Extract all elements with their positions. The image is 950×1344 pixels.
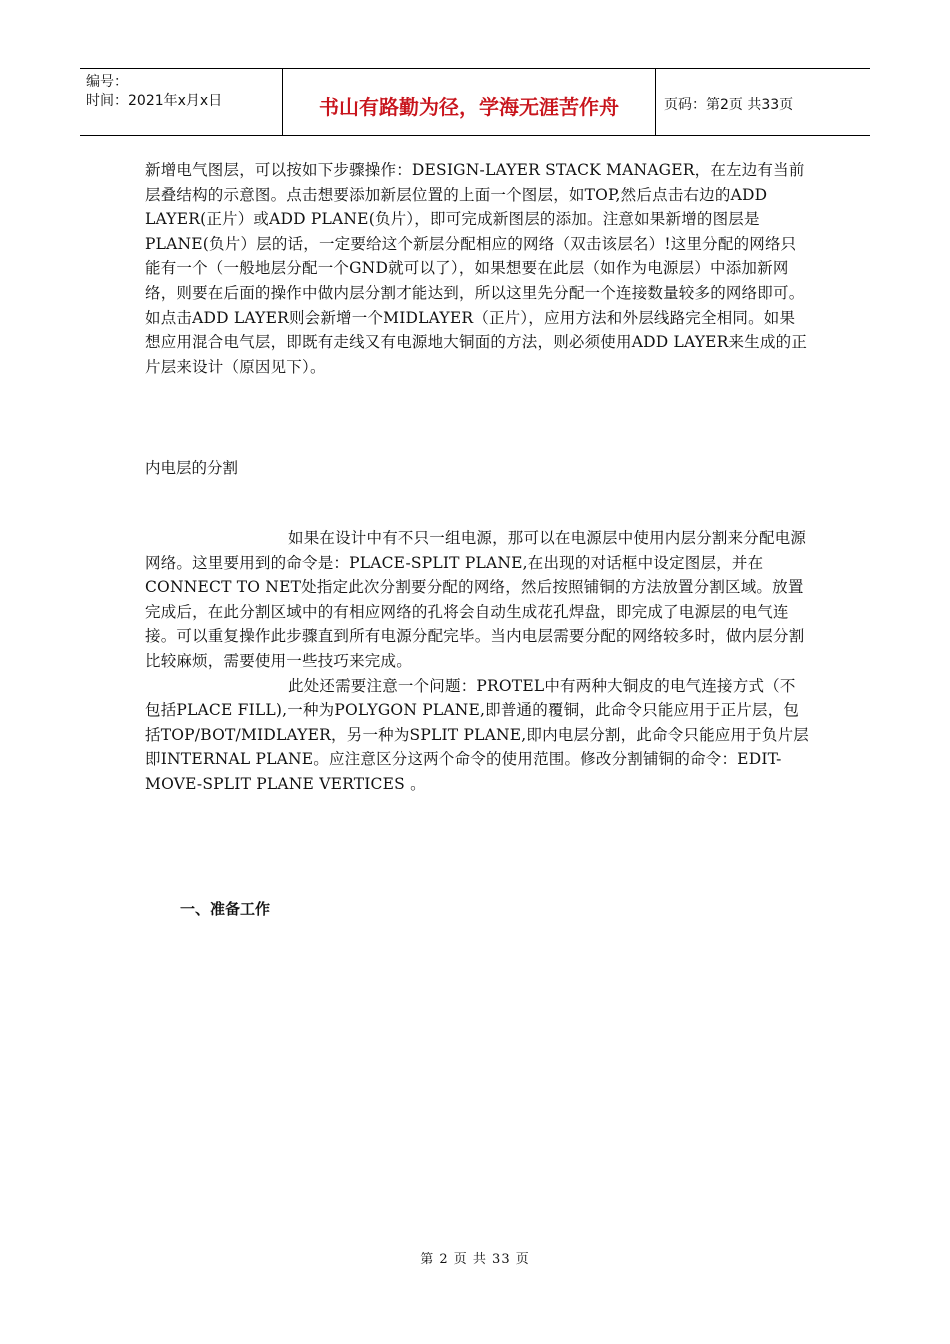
split-paragraph-2: 此处还需要注意一个问题：PROTEL中有两种大铜皮的电气连接方式（不包括PLACE FILL),一种为POLYGON PLANE,即普通的覆铜，此命令只能应用于正片层，包括TOP/BOT/MIDLAYER，另一种为SPLIT PLANE,即内电层分割，此命令只能应用于负片层即INTERNAL PLANE。应注意区分这两个命令的使用范围。修改分割铺铜的命令：EDIT-MOVE-SPLIT PLANE VERTICES 。	[145, 676, 809, 793]
page-footer: 第 2 页 共 33 页	[420, 1252, 530, 1267]
page-header	[80, 68, 870, 136]
header-motto: 书山有路勤为径，学海无涯苦作舟	[283, 69, 656, 135]
document-time-label: 时间：2021年x月x日	[86, 93, 223, 109]
split-section	[145, 526, 810, 797]
header-page-info: 页码：第2页 共33页	[664, 97, 794, 113]
prep-heading: 一、准备工作	[180, 900, 271, 918]
split-paragraph-1: 如果在设计中有不只一组电源，那可以在电源层中使用内层分割来分配电源网络。这里要用到的命令是：PLACE-SPLIT PLANE,在出现的对话框中设定图层，并在CONNECT TO NET处指定此次分割要分配的网络，然后按照铺铜的方法放置分割区域。放置完成后，在此分割区域中的有相应网络的孔将会自动生成花孔焊盘，即完成了电源层的电气连接。可以重复操作此步骤直到所有电源分配完毕。当内电层需要分配的网络较多时，做内层分割比较麻烦，需要使用一些技巧来完成。	[145, 529, 807, 670]
document-number-label: 编号：	[86, 74, 128, 90]
header-meta	[80, 69, 283, 135]
section-heading: 内电层的分割	[145, 459, 239, 477]
intro-paragraph: 新增电气图层，可以按如下步骤操作：DESIGN-LAYER STACK MANAGER，在左边有当前层叠结构的示意图。点击想要添加新层位置的上面一个图层，如TOP,然后点击右边的ADD LAYER(正片）或ADD PLANE(负片），即可完成新图层的添加。注意如果新增的图层是PLANE(负片）层的话，一定要给这个新层分配相应的网络（双击该层名）!这里分配的网络只能有一个（一般地层分配一个GND就可以了），如果想要在此层（如作为电源层）中添加新网络，则要在后面的操作中做内层分割才能达到，所以这里先分配一个连接数量较多的网络即可。如点击ADD LAYER则会新增一个MIDLAYER（正片），应用方法和外层线路完全相同。如果想应用混合电气层，即既有走线又有电源地大铜面的方法，则必须使用ADD LAYER来生成的正片层来设计（原因见下）。	[145, 161, 808, 376]
intro-section	[145, 158, 810, 379]
